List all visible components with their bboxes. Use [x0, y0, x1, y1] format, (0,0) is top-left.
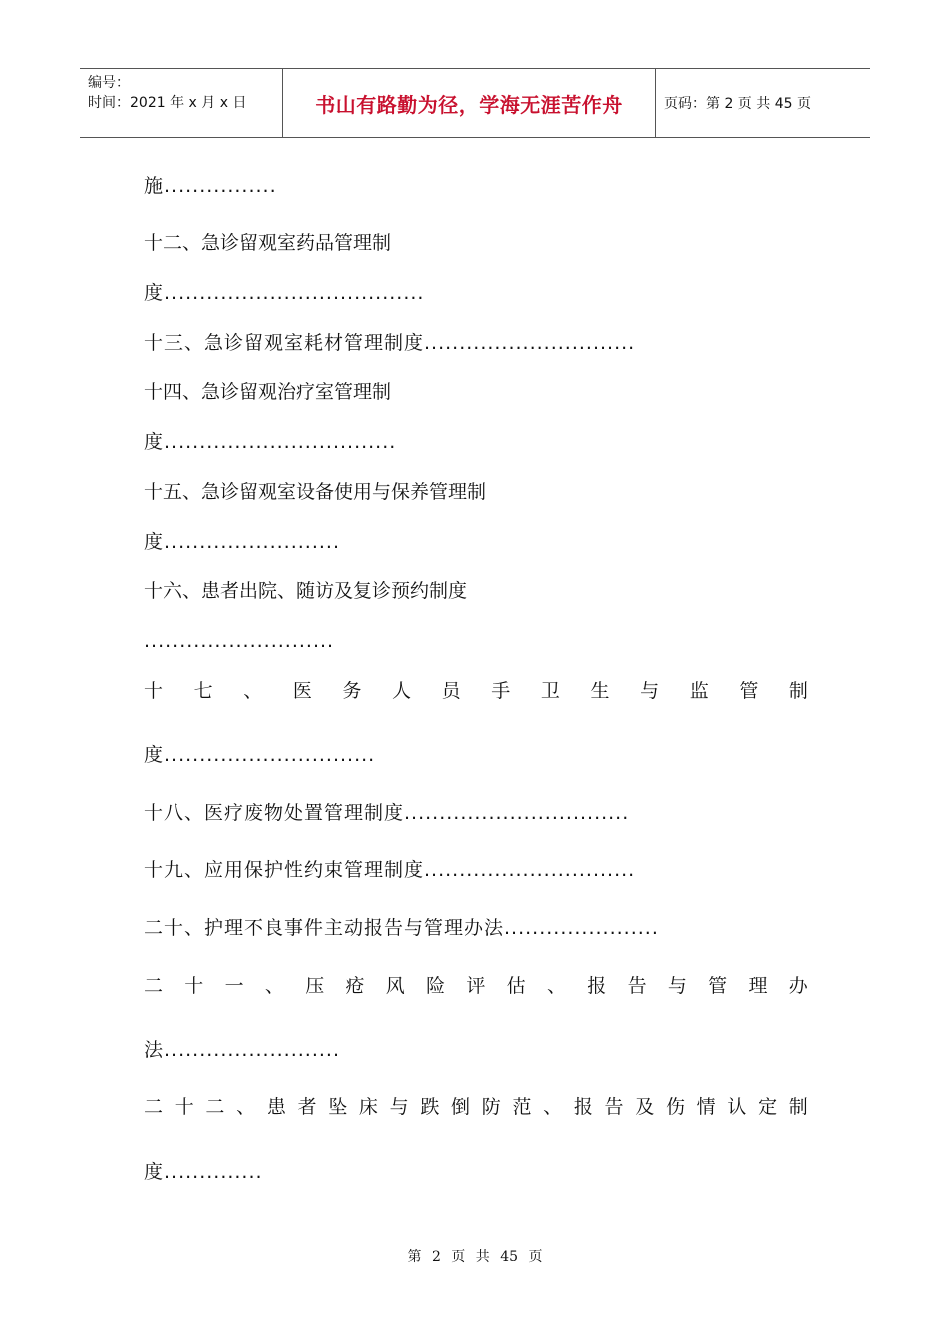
toc-line: 度.....................................	[144, 282, 425, 304]
header-motto	[282, 69, 656, 137]
toc-char: 二	[144, 975, 164, 997]
page-footer: 第 2 页 共 45 页	[407, 1249, 543, 1265]
toc-char: 疮	[345, 975, 365, 997]
toc-char: 倒	[451, 1096, 471, 1118]
toc-line: 度..............	[144, 1161, 263, 1183]
toc-line: 法.........................	[144, 1039, 340, 1061]
toc-char: 情	[696, 1096, 716, 1118]
toc-char: 与	[640, 680, 660, 702]
toc-char: 坠	[328, 1096, 348, 1118]
toc-char: 伤	[665, 1096, 685, 1118]
toc-char: 定	[758, 1096, 778, 1118]
toc-char: 制	[788, 680, 808, 702]
toc-char: 、	[264, 975, 284, 997]
toc-line-justified	[144, 677, 808, 705]
toc-char: 二	[205, 1096, 225, 1118]
toc-char: 与	[667, 975, 687, 997]
toc-char: 手	[491, 680, 511, 702]
toc-char: 、	[236, 1096, 256, 1118]
toc-char: 管	[739, 680, 759, 702]
toc-line: ...........................	[144, 630, 335, 652]
header-page-info: 页码：第 2 页 共 45 页	[664, 96, 811, 112]
toc-char: 医	[292, 680, 312, 702]
toc-char: 压	[305, 975, 325, 997]
toc-char: 人	[392, 680, 412, 702]
toc-line: 度.........................	[144, 531, 340, 553]
toc-char: 床	[358, 1096, 378, 1118]
header-meta	[80, 69, 282, 137]
toc-char: 十	[184, 975, 204, 997]
toc-char: 患	[266, 1096, 286, 1118]
page-header	[80, 68, 870, 138]
toc-line: 十六、患者出院、随访及复诊预约制度	[144, 580, 468, 602]
toc-char: 评	[466, 975, 486, 997]
motto-text: 书山有路勤为径，学海无涯苦作舟	[315, 92, 623, 117]
toc-char: 生	[590, 680, 610, 702]
toc-line: 二十、护理不良事件主动报告与管理办法......................	[144, 917, 659, 939]
number-label: 编号：	[88, 75, 130, 91]
toc-line: 十四、急诊留观治疗室管理制	[144, 381, 392, 403]
toc-char: 估	[506, 975, 526, 997]
toc-line: 十九、应用保护性约束管理制度..............................	[144, 859, 636, 881]
toc-line: 十八、医疗废物处置管理制度................................	[144, 802, 630, 824]
toc-line: 施................	[144, 175, 277, 197]
toc-char: 者	[297, 1096, 317, 1118]
toc-line: 十二、急诊留观室药品管理制	[144, 232, 392, 254]
toc-char: 告	[627, 975, 647, 997]
toc-char: 监	[689, 680, 709, 702]
toc-char: 报	[573, 1096, 593, 1118]
toc-char: 、	[546, 975, 566, 997]
toc-char: 十	[174, 1096, 194, 1118]
toc-char: 管	[708, 975, 728, 997]
toc-char: 防	[481, 1096, 501, 1118]
toc-char: 、	[243, 680, 263, 702]
toc-line: 十三、急诊留观室耗材管理制度..............................	[144, 332, 636, 354]
toc-char: 、	[543, 1096, 563, 1118]
toc-char: 务	[342, 680, 362, 702]
time-label: 时间：2021 年 x 月 x 日	[88, 95, 247, 111]
toc-char: 员	[441, 680, 461, 702]
toc-char: 理	[748, 975, 768, 997]
toc-char: 卫	[540, 680, 560, 702]
toc-char: 及	[635, 1096, 655, 1118]
toc-char: 范	[512, 1096, 532, 1118]
toc-line: 十五、急诊留观室设备使用与保养管理制	[144, 481, 487, 503]
toc-line-justified	[144, 1093, 808, 1121]
toc-char: 办	[788, 975, 808, 997]
toc-char: 认	[727, 1096, 747, 1118]
toc-char: 一	[224, 975, 244, 997]
toc-char: 与	[389, 1096, 409, 1118]
toc-char: 十	[144, 680, 164, 702]
toc-char: 制	[788, 1096, 808, 1118]
toc-char: 二	[144, 1096, 164, 1118]
toc-char: 险	[426, 975, 446, 997]
toc-char: 风	[385, 975, 405, 997]
toc-char: 告	[604, 1096, 624, 1118]
toc-line: 度..............................	[144, 744, 376, 766]
toc-line: 度.................................	[144, 431, 397, 453]
toc-char: 七	[193, 680, 213, 702]
toc-char: 报	[587, 975, 607, 997]
toc-line-justified	[144, 972, 808, 1000]
toc-char: 跌	[420, 1096, 440, 1118]
